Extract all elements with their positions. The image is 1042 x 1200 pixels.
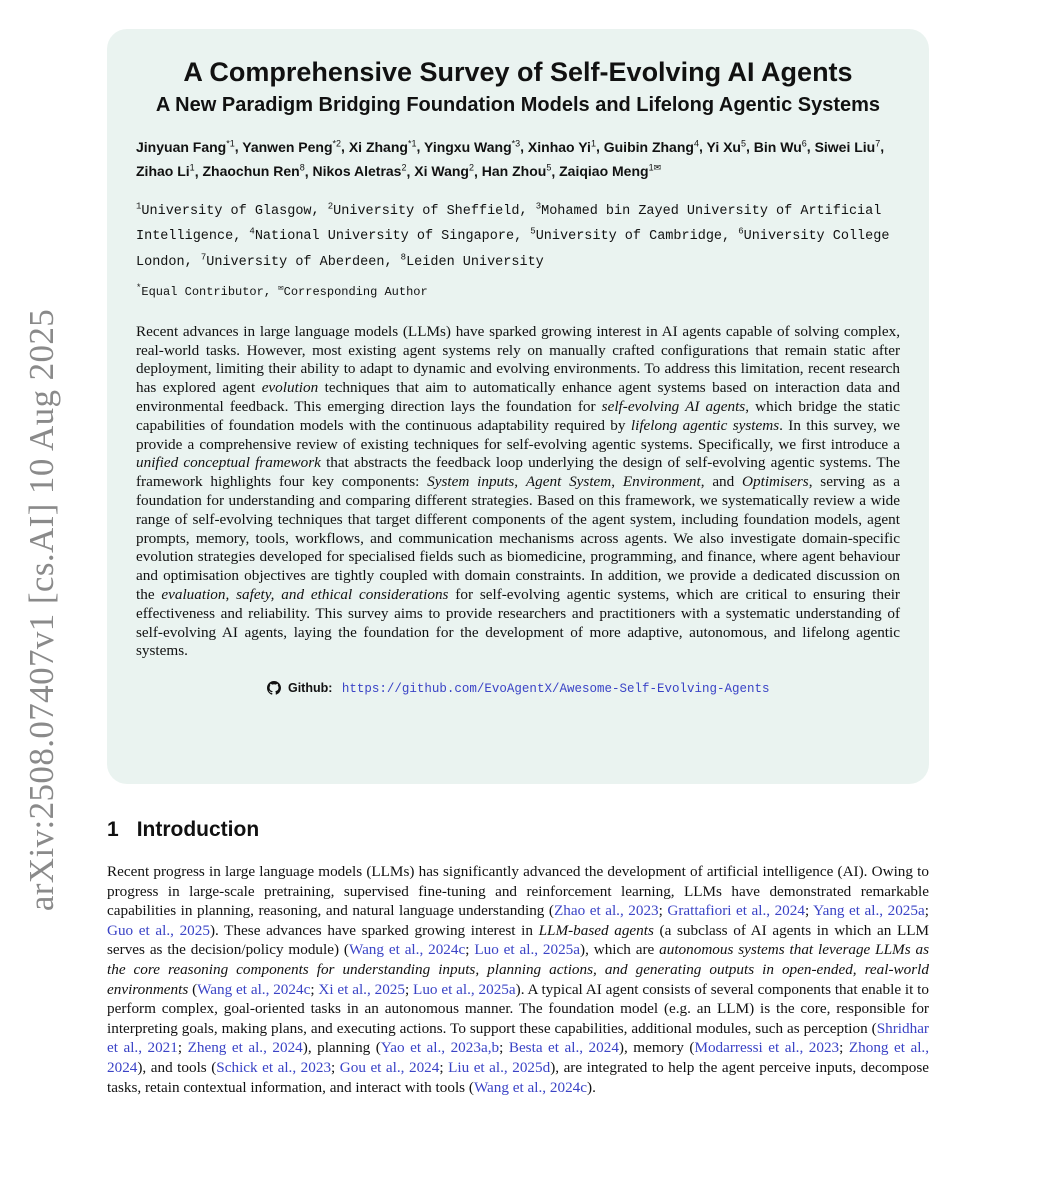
github-line <box>136 679 900 700</box>
arxiv-identifier-stamp <box>12 310 72 910</box>
note-mark: ✉ <box>278 282 284 293</box>
citation-link[interactable]: Yang et al., 2025a <box>813 902 925 920</box>
text-segment: ). <box>587 1078 596 1096</box>
text-segment: ( <box>188 980 198 998</box>
paper-subtitle: A New Paradigm Bridging Foundation Models and Lifelong Agentic Systems <box>155 94 881 116</box>
author <box>349 139 417 155</box>
abstract-text <box>136 323 900 661</box>
text-segment: ; <box>310 980 319 998</box>
author-affiliation-mark: 8 <box>299 162 305 173</box>
author-affiliation-mark: 5 <box>546 162 552 173</box>
text-segment: ; <box>924 902 929 920</box>
affiliation-mark: 7 <box>200 252 207 263</box>
author-name: Yingxu Wang <box>424 138 512 155</box>
author-affiliation-mark: 7 <box>875 138 881 148</box>
author-name: Jinyuan Fang <box>136 138 227 155</box>
author <box>424 139 520 155</box>
author-affiliation-mark: 5 <box>741 138 747 148</box>
note-mark: * <box>136 282 142 293</box>
emphasis-text: Environment <box>622 473 701 491</box>
citation-link[interactable]: Modarressi et al., 2023 <box>694 1039 840 1057</box>
emphasis-text: autonomous systems that leverage LLMs as the core reasoning components for understanding inputs, planning actions, and generating outputs in open-ended, real-world environments <box>107 941 929 998</box>
citation-link[interactable]: Zhong et al., 2024 <box>107 1039 930 1076</box>
author-name: Han Zhou <box>481 163 547 180</box>
affiliation <box>200 252 385 270</box>
affiliation <box>327 201 520 219</box>
text-segment: ; <box>404 980 414 998</box>
text-segment: ), memory ( <box>618 1039 695 1057</box>
github-link[interactable]: https://github.com/EvoAgentX/Awesome-Self-Evolving-Agents <box>341 682 770 697</box>
author <box>414 163 474 179</box>
author-list: Jinyuan Fang$^{*1}$, Yanwen Peng$^{*2}$, Xi Zhang$^{*1}$, Yingxu Wang$^{*3}$, Xinhao Yi$^1$, Guibin Zhang$^4$, Yi Xu$^5$, Bin Wu$^6$, Siwei Liu$^7$, Zihao Li$^1$, Zhaochun Ren$^8$, Nikos Aletras$^2$, Xi Wang$^2$, Han Zhou$^5$, Zaiqiao Meng$^{1✉}$ <box>136 138 885 180</box>
author-name: Xinhao Yi <box>527 138 591 155</box>
author-affiliation-mark: 2 <box>401 162 407 173</box>
text-segment: ), which are <box>580 941 660 959</box>
section-number: 1 <box>107 818 119 841</box>
text-segment: ; <box>839 1039 849 1057</box>
citation-link[interactable]: Guo et al., 2025 <box>107 921 210 939</box>
author-note <box>136 282 264 299</box>
citation-link[interactable]: Schick et al., 2023 <box>216 1058 332 1076</box>
author <box>136 163 195 179</box>
text-segment: . In this survey, we provide a comprehensive review of existing techniques for self-evolving agentic systems. Specifically, we first introduce a <box>136 416 901 453</box>
emphasis-text: evolution <box>261 379 319 397</box>
github-label: Github: <box>287 681 333 696</box>
affiliation-mark: 1 <box>136 201 142 212</box>
author-notes: *Equal Contributor, ✉Corresponding Author <box>136 282 428 299</box>
text-segment: ), and tools ( <box>137 1058 217 1076</box>
arxiv-identifier-text: arXiv:2508.07407v1 [cs.AI] 10 Aug 2025 <box>22 308 62 912</box>
text-segment: ; <box>465 941 475 959</box>
citation-link[interactable]: Shridhar et al., 2021 <box>107 1019 929 1057</box>
text-segment: techniques that aim to automatically enhance agent systems based on interaction data and environmental feedback. This emerging direction lays the foundation for <box>136 379 900 415</box>
emphasis-text: evaluation, safety, and ethical considerations <box>161 585 449 603</box>
text-segment: , <box>514 473 526 491</box>
affiliation-mark: 6 <box>738 226 744 237</box>
author <box>242 139 341 155</box>
author-name: Yi Xu <box>706 138 741 155</box>
citation-link[interactable]: Grattafiori et al., 2024 <box>667 902 805 920</box>
text-segment: ; <box>804 902 814 920</box>
author <box>815 139 881 155</box>
section-title: Introduction <box>136 818 260 841</box>
author-affiliation-mark: 6 <box>801 138 807 148</box>
affiliation-mark: 5 <box>530 226 536 237</box>
text-segment: , <box>611 473 623 491</box>
author-name: Zhaochun Ren <box>202 163 300 180</box>
affiliation <box>249 226 515 245</box>
github-icon <box>267 681 281 700</box>
affiliation-mark: 4 <box>249 226 255 237</box>
author <box>136 139 235 155</box>
text-segment: ; <box>499 1039 509 1057</box>
affiliation-mark: 3 <box>535 201 542 212</box>
text-segment: Recent advances in large language models (LLMs) have sparked growing interest in AI agents capable of solving complex, real-world tasks. However, most existing agent systems rely on manually crafted configurations that remain static after deployment, limiting their ability to adapt to dynamic and evolving environments. To address this limitation, recent research has explored agent <box>136 322 900 397</box>
text-segment: ; <box>439 1058 449 1076</box>
text-segment: , which bridge the static capabilities of foundation models with the continuous adaptability required by <box>136 398 900 434</box>
emphasis-text: Agent System <box>525 473 612 491</box>
affiliation-list: $^1$University of Glasgow, $^2$University of Sheffield, $^3$Mohamed bin Zayed University of Artificial Intelligence, $^4$National University of Singapore, $^5$University of Cambridge, $^6$University College London, $^7$University of Aberdeen, $^8$Leiden University <box>136 201 890 270</box>
affiliation-name: University of Cambridge <box>535 229 723 245</box>
text-segment: ; <box>658 902 668 920</box>
citation-link[interactable]: Zheng et al., 2024 <box>187 1039 303 1057</box>
emphasis-text: unified conceptual framework <box>136 454 321 472</box>
author <box>482 163 552 179</box>
author <box>707 139 747 155</box>
citation-link[interactable]: Gou et al., 2024 <box>339 1058 440 1076</box>
text-segment: ). These advances have sparked growing interest in <box>209 921 539 939</box>
note-text: Equal Contributor <box>141 284 264 299</box>
affiliation <box>530 226 723 245</box>
citation-link[interactable]: Luo et al., 2025a <box>413 980 516 998</box>
text-segment: , and <box>700 473 743 491</box>
text-segment: , serving as a foundation for understanding and comparing different strategies. Based on this framework, we systematically review a wide range of self-evolving techniques that target different components of the agent system, including foundation models, agent prompts, memory, tools, workflows, and communication mechanisms across agents. We also investigate domain-specific evolution strategies developed for specialised fields such as biomedicine, programming, and finance, where agent behaviour and optimisation objectives are tightly coupled with domain constraints. In addition, we provide a dedicated discussion on the <box>136 473 900 603</box>
title-abstract-box <box>107 29 929 784</box>
citation-link[interactable]: Xi et al., 2025 <box>318 980 405 998</box>
citation-link[interactable]: Wang et al., 2024c <box>348 941 466 959</box>
section-heading-introduction <box>107 816 259 844</box>
text-segment: ), planning ( <box>302 1039 381 1057</box>
text-segment: (a subclass of AI agents in which an LLM serves as the decision/policy module) ( <box>107 921 929 959</box>
affiliation-mark: 2 <box>327 201 334 212</box>
text-segment: that abstracts the feedback loop underlying the design of self-evolving agentic systems. The framework highlights four key components: <box>136 454 900 491</box>
affiliation <box>136 201 312 219</box>
author-affiliation-mark: *2 <box>332 138 342 148</box>
paper-title: A Comprehensive Survey of Self-Evolving AI Agents <box>183 57 853 87</box>
author-affiliation-mark: 1 <box>590 138 596 148</box>
affiliation-mark: 8 <box>400 252 407 263</box>
author-affiliation-mark: 1 <box>189 162 195 173</box>
emphasis-text: System inputs <box>427 473 515 491</box>
author-affiliation-mark: *1 <box>407 138 417 148</box>
author <box>604 139 699 155</box>
citation-link[interactable]: Wang et al., 2024c <box>473 1078 588 1096</box>
text-segment: ), are integrated to help the agent perceive inputs, decompose tasks, retain contextual information, and interact with tools ( <box>107 1058 929 1096</box>
author <box>528 139 596 155</box>
author-name: Yanwen Peng <box>242 138 333 155</box>
author-name: Zaiqiao Meng <box>559 163 649 180</box>
citation-link[interactable]: Zhao et al., 2023 <box>553 902 659 920</box>
author-affiliation-mark: *3 <box>511 138 521 148</box>
emphasis-text: LLM-based agents <box>538 921 654 939</box>
affiliation-name: University of Sheffield <box>333 203 520 219</box>
note-text: Corresponding Author <box>283 284 428 299</box>
text-segment: ). A typical AI agent consists of several components that enable it to perform complex, goal-oriented tasks in an autonomous manner. The foundation model (e.g. an LLM) is the core, responsible for interpreting goals, making plans, and executing actions. To support these capabilities, additional modules, such as perception ( <box>107 980 929 1037</box>
author <box>202 163 304 179</box>
author-name: Siwei Liu <box>814 138 876 155</box>
citation-link[interactable]: Liu et al., 2025d <box>448 1058 551 1076</box>
author <box>559 163 661 179</box>
text-segment: ; <box>331 1058 340 1076</box>
author-affiliation-mark: *1 <box>226 138 235 148</box>
author <box>754 139 807 155</box>
emphasis-text: self-evolving AI agents <box>601 398 746 415</box>
affiliation-name: National University of Singapore <box>254 229 515 245</box>
author-name: Bin Wu <box>753 138 802 155</box>
affiliation <box>400 252 544 270</box>
author-name: Xi Zhang <box>348 138 408 155</box>
citation-link[interactable]: Yao et al., 2023a,b <box>380 1039 500 1057</box>
text-segment: ; <box>177 1039 188 1057</box>
emphasis-text: Optimisers <box>742 473 809 491</box>
citation-link[interactable]: Wang et al., 2024c <box>197 980 311 998</box>
citation-link[interactable]: Luo et al., 2025a <box>474 941 581 959</box>
text-segment: Recent progress in large language models (LLMs) has significantly advanced the development of artificial intelligence (AI). Owing to progress in large-scale pretraining, supervised fine-tuning and reinforcement learning, LLMs have demonstrated remarkable capabilities in planning, reasoning, and natural language understanding ( <box>107 863 929 920</box>
affiliation-name: University of Aberdeen <box>206 254 385 270</box>
author-affiliation-mark: 4 <box>693 138 699 148</box>
affiliation-name: Leiden University <box>406 254 544 270</box>
affiliation-name: University College London <box>136 229 890 270</box>
citation-link[interactable]: Besta et al., 2024 <box>508 1039 619 1057</box>
author-name: Nikos Aletras <box>312 163 402 180</box>
affiliation-name: Mohamed bin Zayed University of Artificial Intelligence <box>136 203 882 245</box>
author-name: Guibin Zhang <box>603 138 694 155</box>
text-segment: for self-evolving agentic systems, which are critical to ensuring their effectiveness and reliability. This survey aims to provide researchers and practitioners with a systematic understanding of self-evolving AI agents, laying the foundation for the development of more adaptive, autonomous, and lifelong agentic systems. <box>136 585 900 660</box>
introduction-paragraph <box>107 862 929 1097</box>
author-name: Xi Wang <box>414 163 469 180</box>
author <box>313 163 407 179</box>
author-affiliation-mark: 1✉ <box>648 162 662 173</box>
affiliation-name: University of Glasgow <box>141 203 312 219</box>
author-affiliation-mark: 2 <box>468 162 474 173</box>
emphasis-text: lifelong agentic systems <box>630 416 780 434</box>
author-name: Zihao Li <box>136 163 190 180</box>
